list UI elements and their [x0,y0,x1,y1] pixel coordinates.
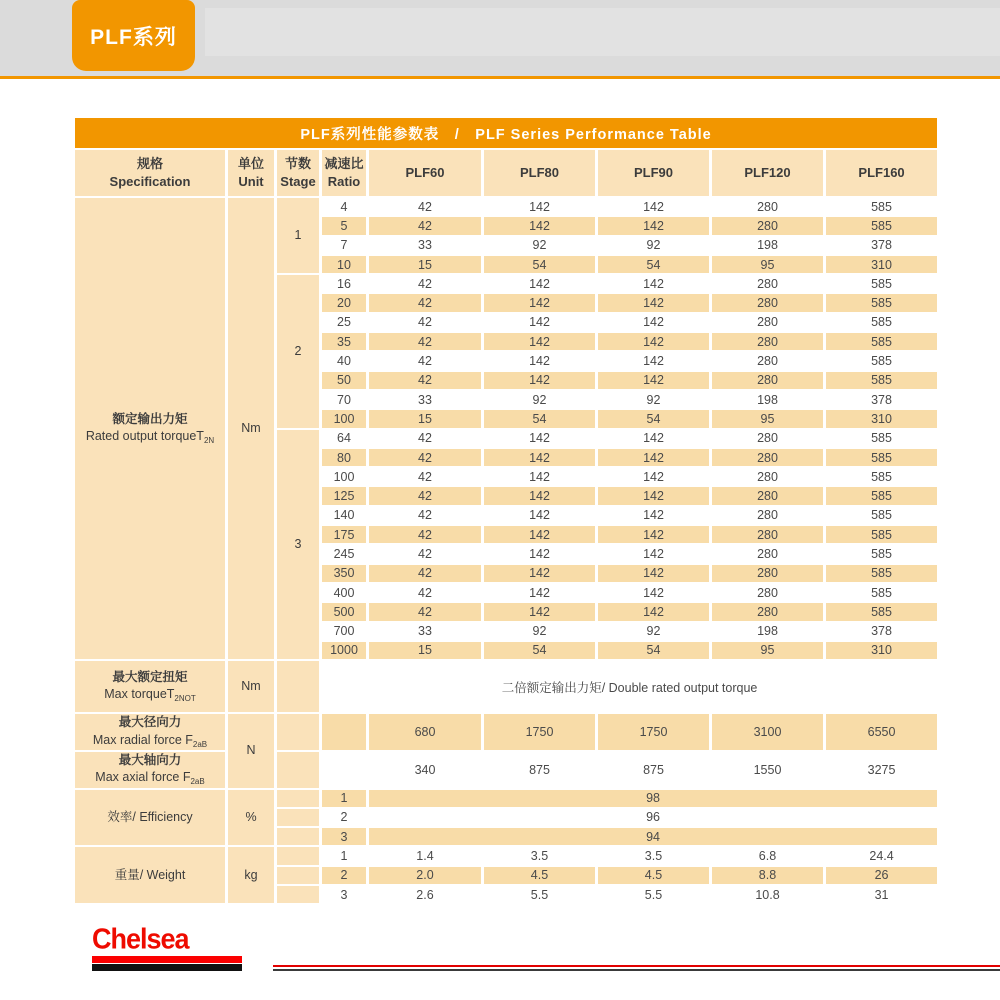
stage-cell [277,809,319,826]
value-cell: 6.8 [712,847,823,864]
value-cell: 15 [369,642,481,659]
value-cell: 1750 [598,714,709,750]
ratio-cell: 2 [322,809,366,826]
value-cell: 33 [369,623,481,640]
value-cell: 142 [484,449,595,466]
value-cell: 4.5 [484,867,595,884]
value-cell: 585 [826,217,937,234]
value-cell: 95 [712,256,823,273]
value-cell: 92 [484,391,595,408]
value-cell: 42 [369,372,481,389]
value-cell: 680 [369,714,481,750]
value-cell: 2.6 [369,886,481,903]
value-cell: 142 [598,487,709,504]
stage-cell: 3 [277,430,319,660]
ratio-cell: 25 [322,314,366,331]
value-cell: 142 [598,565,709,582]
value-cell: 142 [598,430,709,447]
max-torque-merged-cell: 二倍额定输出力矩/ Double rated output torque [322,661,937,712]
value-cell: 280 [712,584,823,601]
spec-label-en: Max axial force $F_{2aB}$ [95,770,205,787]
value-cell: 142 [484,314,595,331]
value-cell: 15 [369,410,481,427]
value-cell: 378 [826,623,937,640]
value-cell: 142 [598,545,709,562]
value-cell: 280 [712,275,823,292]
ratio-cell: 4 [322,198,366,215]
value-cell: 33 [369,391,481,408]
ratio-cell: 500 [322,603,366,620]
ratio-cell: 350 [322,565,366,582]
value-cell: 1.4 [369,847,481,864]
value-cell: 280 [712,603,823,620]
value-cell: 142 [598,449,709,466]
table-title: PLF系列性能参数表 / PLF Series Performance Table [75,118,937,148]
stage-cell [277,886,319,903]
spec-label-cn: 最大额定扭矩 [112,669,188,684]
ratio-cell: 35 [322,333,366,350]
value-cell: 54 [484,256,595,273]
value-cell: 142 [598,584,709,601]
ratio-cell: 50 [322,372,366,389]
spec-label-en: Max torqueT$_{2NOT}$ [104,687,196,704]
value-cell: 585 [826,314,937,331]
value-cell: 42 [369,565,481,582]
value-cell: 42 [369,275,481,292]
column-header-en: Ratio [327,174,361,189]
value-cell: 6550 [826,714,937,750]
value-cell: 142 [484,352,595,369]
value-cell: 142 [598,507,709,524]
value-cell: 42 [369,526,481,543]
value-cell: 585 [826,294,937,311]
value-cell: 31 [826,886,937,903]
table-header-row [75,150,937,196]
stage-cell [277,790,319,807]
value-cell: 3100 [712,714,823,750]
value-cell: 198 [712,623,823,640]
ratio-cell: 100 [322,410,366,427]
logo-underline-red [92,956,242,963]
performance-table-container [72,116,940,905]
value-cell: 585 [826,507,937,524]
spec-label-cn: 最大径向力 [118,715,182,730]
column-header-cn: 单位 [237,156,264,172]
table-row [75,198,937,215]
value-cell: 280 [712,468,823,485]
value-cell: 8.8 [712,867,823,884]
value-cell: 142 [598,526,709,543]
spec-label-subscript: 2N [203,436,215,446]
value-cell: 142 [484,333,595,350]
value-cell: 54 [484,410,595,427]
value-cell: 585 [826,487,937,504]
ratio-cell [322,714,366,750]
spec-label-subscript: 2aB [190,777,205,787]
value-cell: 3.5 [484,847,595,864]
value-cell: 1750 [484,714,595,750]
value-cell: 280 [712,565,823,582]
spec-cell: 效率/ Efficiency [75,790,225,846]
column-header-en: Stage [280,174,316,189]
footer-rule-red [273,965,1000,967]
ratio-cell: 2 [322,867,366,884]
series-tab[interactable] [72,0,195,71]
value-cell: 585 [826,468,937,485]
value-cell: 280 [712,198,823,215]
ratio-cell: 3 [322,828,366,845]
value-cell: 378 [826,391,937,408]
ratio-cell: 7 [322,237,366,254]
value-cell: 92 [484,623,595,640]
column-header-cn: 规格 [136,156,163,172]
value-cell: 585 [826,333,937,350]
value-cell: 280 [712,294,823,311]
value-cell: 33 [369,237,481,254]
value-cell: 142 [598,294,709,311]
efficiency-value-cell: 96 [369,809,937,826]
value-cell: 875 [598,752,709,788]
value-cell: 142 [598,372,709,389]
ratio-cell: 64 [322,430,366,447]
column-header [322,150,366,196]
value-cell: 142 [484,217,595,234]
value-cell: 280 [712,545,823,562]
value-cell: 15 [369,256,481,273]
ratio-cell: 3 [322,886,366,903]
value-cell: 95 [712,410,823,427]
value-cell: 280 [712,333,823,350]
value-cell: 5.5 [598,886,709,903]
value-cell: 142 [598,217,709,234]
column-header-plf120: PLF120 [712,150,823,196]
unit-cell: Nm [228,661,274,712]
value-cell: 310 [826,410,937,427]
efficiency-value-cell: 94 [369,828,937,845]
spec-label-subscript: 2NOT [174,694,196,704]
value-cell: 4.5 [598,867,709,884]
spec-cell: 重量/ Weight [75,847,225,903]
column-header-plf160: PLF160 [826,150,937,196]
value-cell: 585 [826,449,937,466]
value-cell: 24.4 [826,847,937,864]
spec-label-en: Max radial force $F_{2aB}$ [92,732,208,749]
ratio-cell: 140 [322,507,366,524]
value-cell: 310 [826,642,937,659]
stage-cell: 1 [277,198,319,273]
performance-table [72,116,940,905]
value-cell: 585 [826,545,937,562]
stage-cell [277,714,319,750]
spec-label-subscript: 2aB [192,739,208,749]
value-cell: 42 [369,294,481,311]
value-cell: 198 [712,237,823,254]
unit-cell: Nm [228,198,274,659]
ratio-cell: 175 [322,526,366,543]
spec-cell [75,714,225,750]
value-cell: 142 [484,526,595,543]
value-cell: 92 [598,237,709,254]
column-header [277,150,319,196]
value-cell: 42 [369,333,481,350]
value-cell: 585 [826,565,937,582]
value-cell: 280 [712,449,823,466]
series-tab-label: PLF系列 [90,25,177,49]
spec-cell [75,198,225,659]
value-cell: 42 [369,217,481,234]
value-cell: 142 [598,198,709,215]
value-cell: 42 [369,430,481,447]
value-cell: 142 [484,565,595,582]
value-cell: 280 [712,352,823,369]
column-header-en: Unit [238,174,264,189]
value-cell: 280 [712,526,823,543]
value-cell: 142 [484,545,595,562]
ratio-cell: 700 [322,623,366,640]
unit-cell: % [228,790,274,846]
logo-underline-black [92,964,242,971]
unit-cell: kg [228,847,274,903]
value-cell: 42 [369,314,481,331]
value-cell: 585 [826,198,937,215]
value-cell: 3.5 [598,847,709,864]
ratio-cell: 70 [322,391,366,408]
value-cell: 54 [598,642,709,659]
spec-label-en: Rated output torqueT$_{2N}$ [85,429,215,446]
value-cell: 142 [484,275,595,292]
value-cell: 198 [712,391,823,408]
stage-cell [277,847,319,864]
ratio-cell: 400 [322,584,366,601]
value-cell: 142 [598,275,709,292]
value-cell: 585 [826,352,937,369]
value-cell: 280 [712,430,823,447]
stage-cell [277,661,319,712]
table-row [75,790,937,807]
ratio-cell: 1 [322,790,366,807]
stage-cell [277,752,319,788]
value-cell: 378 [826,237,937,254]
value-cell: 42 [369,449,481,466]
ratio-cell: 100 [322,468,366,485]
ratio-cell: 1000 [322,642,366,659]
value-cell: 92 [598,623,709,640]
value-cell: 280 [712,314,823,331]
value-cell: 42 [369,545,481,562]
value-cell: 42 [369,352,481,369]
table-row [75,661,937,712]
ratio-cell: 80 [322,449,366,466]
table-row [75,714,937,750]
value-cell: 585 [826,603,937,620]
value-cell: 42 [369,487,481,504]
ratio-cell [322,752,366,788]
column-header [228,150,274,196]
spec-cell [75,752,225,788]
value-cell: 585 [826,372,937,389]
efficiency-value-cell: 98 [369,790,937,807]
stage-cell: 2 [277,275,319,427]
value-cell: 585 [826,584,937,601]
value-cell: 54 [484,642,595,659]
stage-cell [277,828,319,845]
value-cell: 142 [598,352,709,369]
spec-label-cn: 额定输出力矩 [112,411,188,426]
value-cell: 26 [826,867,937,884]
value-cell: 42 [369,507,481,524]
spec-label-cn: 最大轴向力 [118,752,182,767]
value-cell: 42 [369,198,481,215]
spec-cell [75,661,225,712]
column-header-plf90: PLF90 [598,150,709,196]
value-cell: 585 [826,526,937,543]
value-cell: 142 [484,430,595,447]
value-cell: 5.5 [484,886,595,903]
value-cell: 54 [598,256,709,273]
value-cell: 42 [369,603,481,620]
value-cell: 142 [484,372,595,389]
ratio-cell: 10 [322,256,366,273]
table-row [75,847,937,864]
value-cell: 92 [484,237,595,254]
value-cell: 280 [712,487,823,504]
ratio-cell: 40 [322,352,366,369]
chelsea-logo: Chelsea [92,923,189,955]
value-cell: 54 [598,410,709,427]
top-gray-strip-inner [205,8,1000,56]
ratio-cell: 16 [322,275,366,292]
value-cell: 585 [826,275,937,292]
table-title-row [75,118,937,148]
ratio-cell: 20 [322,294,366,311]
value-cell: 280 [712,507,823,524]
value-cell: 142 [598,603,709,620]
footer-rule-dark [273,969,1000,971]
column-header-plf60: PLF60 [369,150,481,196]
value-cell: 142 [484,468,595,485]
column-header-cn: 节数 [284,156,311,172]
value-cell: 142 [598,314,709,331]
value-cell: 2.0 [369,867,481,884]
value-cell: 142 [598,333,709,350]
value-cell: 340 [369,752,481,788]
value-cell: 92 [598,391,709,408]
column-header-en: Specification [109,174,191,189]
ratio-cell: 245 [322,545,366,562]
value-cell: 142 [484,487,595,504]
value-cell: 280 [712,372,823,389]
value-cell: 42 [369,468,481,485]
value-cell: 10.8 [712,886,823,903]
value-cell: 142 [484,603,595,620]
value-cell: 142 [484,584,595,601]
stage-cell [277,867,319,884]
value-cell: 875 [484,752,595,788]
value-cell: 3275 [826,752,937,788]
value-cell: 585 [826,430,937,447]
table-row [75,752,937,788]
column-header-plf80: PLF80 [484,150,595,196]
column-header-cn: 减速比 [324,156,364,172]
column-header [75,150,225,196]
value-cell: 95 [712,642,823,659]
value-cell: 142 [484,294,595,311]
ratio-cell: 125 [322,487,366,504]
ratio-cell: 1 [322,847,366,864]
unit-cell: N [228,714,274,787]
header-divider-line [0,76,1000,79]
value-cell: 142 [484,507,595,524]
value-cell: 42 [369,584,481,601]
value-cell: 142 [484,198,595,215]
value-cell: 142 [598,468,709,485]
value-cell: 280 [712,217,823,234]
ratio-cell: 5 [322,217,366,234]
value-cell: 1550 [712,752,823,788]
value-cell: 310 [826,256,937,273]
